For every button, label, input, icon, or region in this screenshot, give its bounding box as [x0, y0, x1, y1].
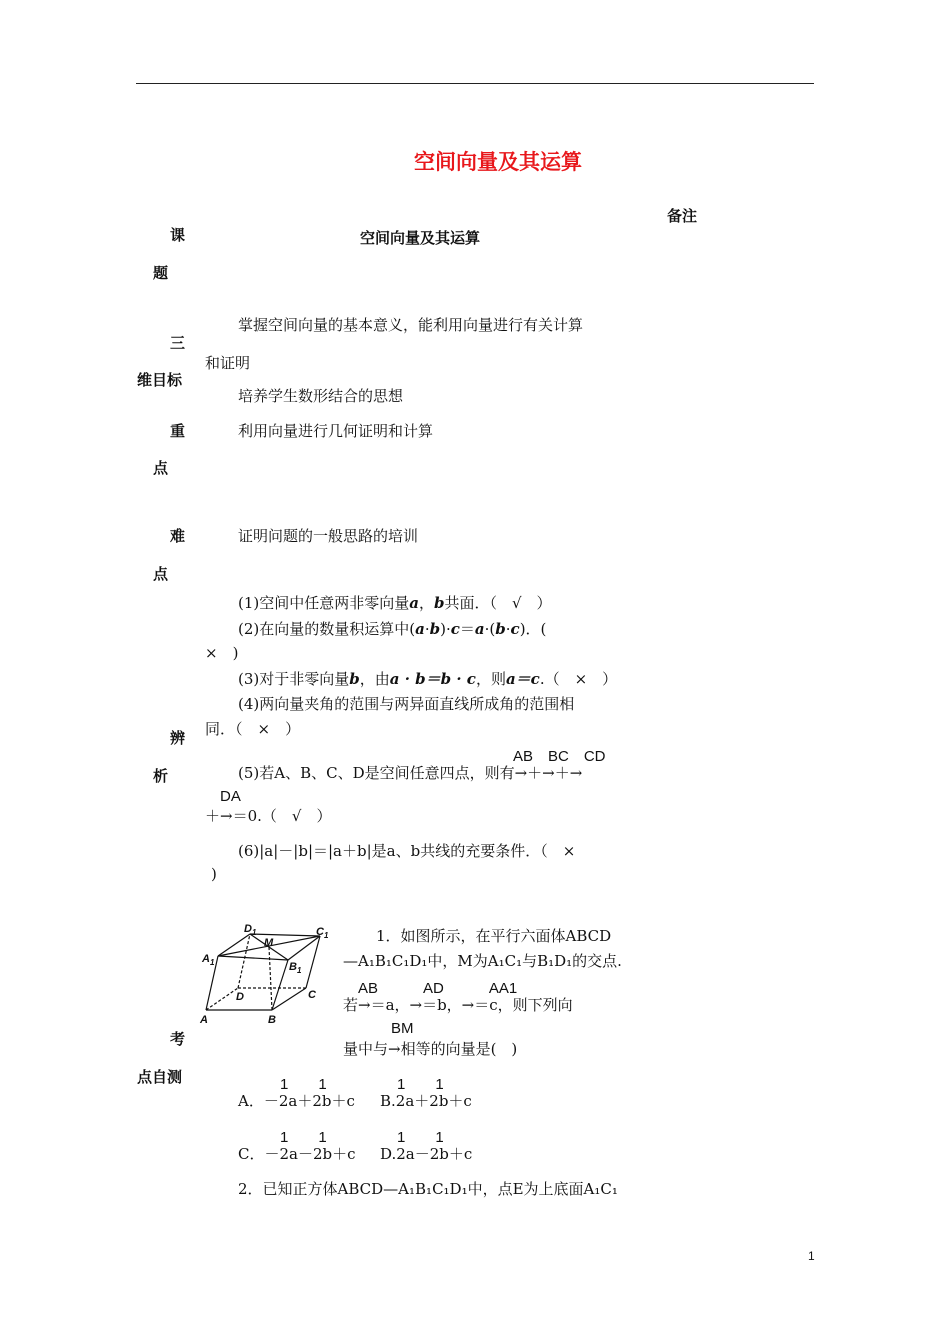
goal-line-1: 掌握空间向量的基本意义，能利用向量进行有关计算	[238, 316, 584, 334]
test-p1-bm-label: BM	[391, 1020, 414, 1037]
test-p1-vector-labels: AB AD AA1	[358, 980, 518, 997]
test-p1-line4: 量中与→相等的向量是( )	[343, 1040, 518, 1058]
judge-q2: (2)在向量的数量积运算中(a·b)·c＝a·(b·c)．(	[238, 620, 547, 638]
judge-q6-line1: (6)|a|－|b|＝|a＋b|是a、b共线的充要条件．（ ×	[238, 842, 576, 860]
judge-q5-da-label: DA	[220, 788, 241, 805]
judge-q6-line2: )	[211, 865, 217, 883]
judge-q1: (1)空间中任意两非零向量a，b共面．（ √ ）	[238, 594, 552, 612]
label-goal-1: 三	[170, 334, 186, 352]
judge-q5-vector-labels: AB BC CD	[513, 748, 606, 765]
topic-text: 空间向量及其运算	[360, 229, 481, 247]
option-a[interactable]: A．－2a＋2b＋c	[238, 1092, 355, 1110]
difficulty-text: 证明问题的一般思路的培训	[238, 527, 419, 545]
judge-q3: (3)对于非零向量b，由a · b＝b · c，则a＝c.（ × ）	[238, 670, 618, 688]
label-diff-1: 难	[170, 527, 186, 545]
label-topic-2: 题	[153, 264, 169, 282]
vertex-C1-label: C	[316, 926, 324, 938]
point-M-label: M	[264, 937, 274, 949]
label-topic-1: 课	[170, 226, 186, 244]
test-p2: 2．已知正方体ABCD—A₁B₁C₁D₁中，点E为上底面A₁C₁	[238, 1180, 618, 1198]
goal-line-3: 培养学生数形结合的思想	[238, 387, 404, 405]
label-test-1: 考	[170, 1030, 186, 1048]
option-a-fraction: 1 1	[280, 1076, 327, 1093]
label-judge-1: 辨	[170, 729, 186, 747]
label-judge-2: 析	[153, 767, 169, 785]
vertex-B1-label: B	[289, 961, 297, 973]
vertex-C-label: C	[308, 989, 316, 1001]
vertex-D1-subscript: 1	[252, 928, 257, 937]
vertex-A1-label: A	[202, 953, 210, 965]
label-diff-2: 点	[153, 565, 169, 583]
judge-q4-line2: 同．（ × ）	[205, 720, 301, 738]
vertex-A-label: A	[200, 1014, 208, 1026]
key-point-text: 利用向量进行几何证明和计算	[238, 422, 434, 440]
test-p1-line1: 1．如图所示，在平行六面体ABCD	[376, 927, 612, 945]
label-key-1: 重	[170, 422, 186, 440]
judge-q5-line1: (5)若A、B、C、D是空间任意四点，则有→＋→＋→	[238, 764, 583, 782]
option-d-fraction: 1 1	[397, 1129, 444, 1146]
test-p1-line3: 若→＝a，→＝b，→＝c，则下列向	[343, 996, 573, 1014]
label-goal-2: 维目标	[137, 371, 183, 389]
goal-line-2: 和证明	[205, 354, 251, 372]
vertex-B1-subscript: 1	[297, 966, 302, 975]
vertex-D-label: D	[236, 991, 244, 1003]
vertex-B-label: B	[268, 1014, 276, 1026]
parallelepiped-figure	[198, 922, 334, 1030]
option-c-fraction: 1 1	[280, 1129, 327, 1146]
vertex-D1-label: D	[244, 923, 252, 935]
judge-q2-cont: × )	[205, 644, 239, 662]
page-title: 空间向量及其运算	[414, 150, 582, 174]
remark-label: 备注	[667, 207, 698, 225]
vertex-A1-subscript: 1	[210, 958, 215, 967]
test-p1-line2: —A₁B₁C₁D₁中，M为A₁C₁与B₁D₁的交点.	[343, 952, 622, 970]
option-c[interactable]: C．－2a－2b＋c	[238, 1145, 356, 1163]
option-d[interactable]: D.2a－2b＋c	[380, 1145, 473, 1163]
option-b[interactable]: B.2a＋2b＋c	[380, 1092, 472, 1110]
judge-q5-line2: ＋→＝0.（ √ ）	[205, 807, 332, 825]
label-key-2: 点	[153, 459, 169, 477]
page-number: 1	[808, 1249, 815, 1263]
header-rule	[136, 83, 814, 84]
option-b-fraction: 1 1	[397, 1076, 444, 1093]
label-test-2: 点自测	[137, 1068, 183, 1086]
judge-q4-line1: (4)两向量夹角的范围与两异面直线所成角的范围相	[238, 695, 575, 713]
vertex-C1-subscript: 1	[324, 931, 329, 940]
